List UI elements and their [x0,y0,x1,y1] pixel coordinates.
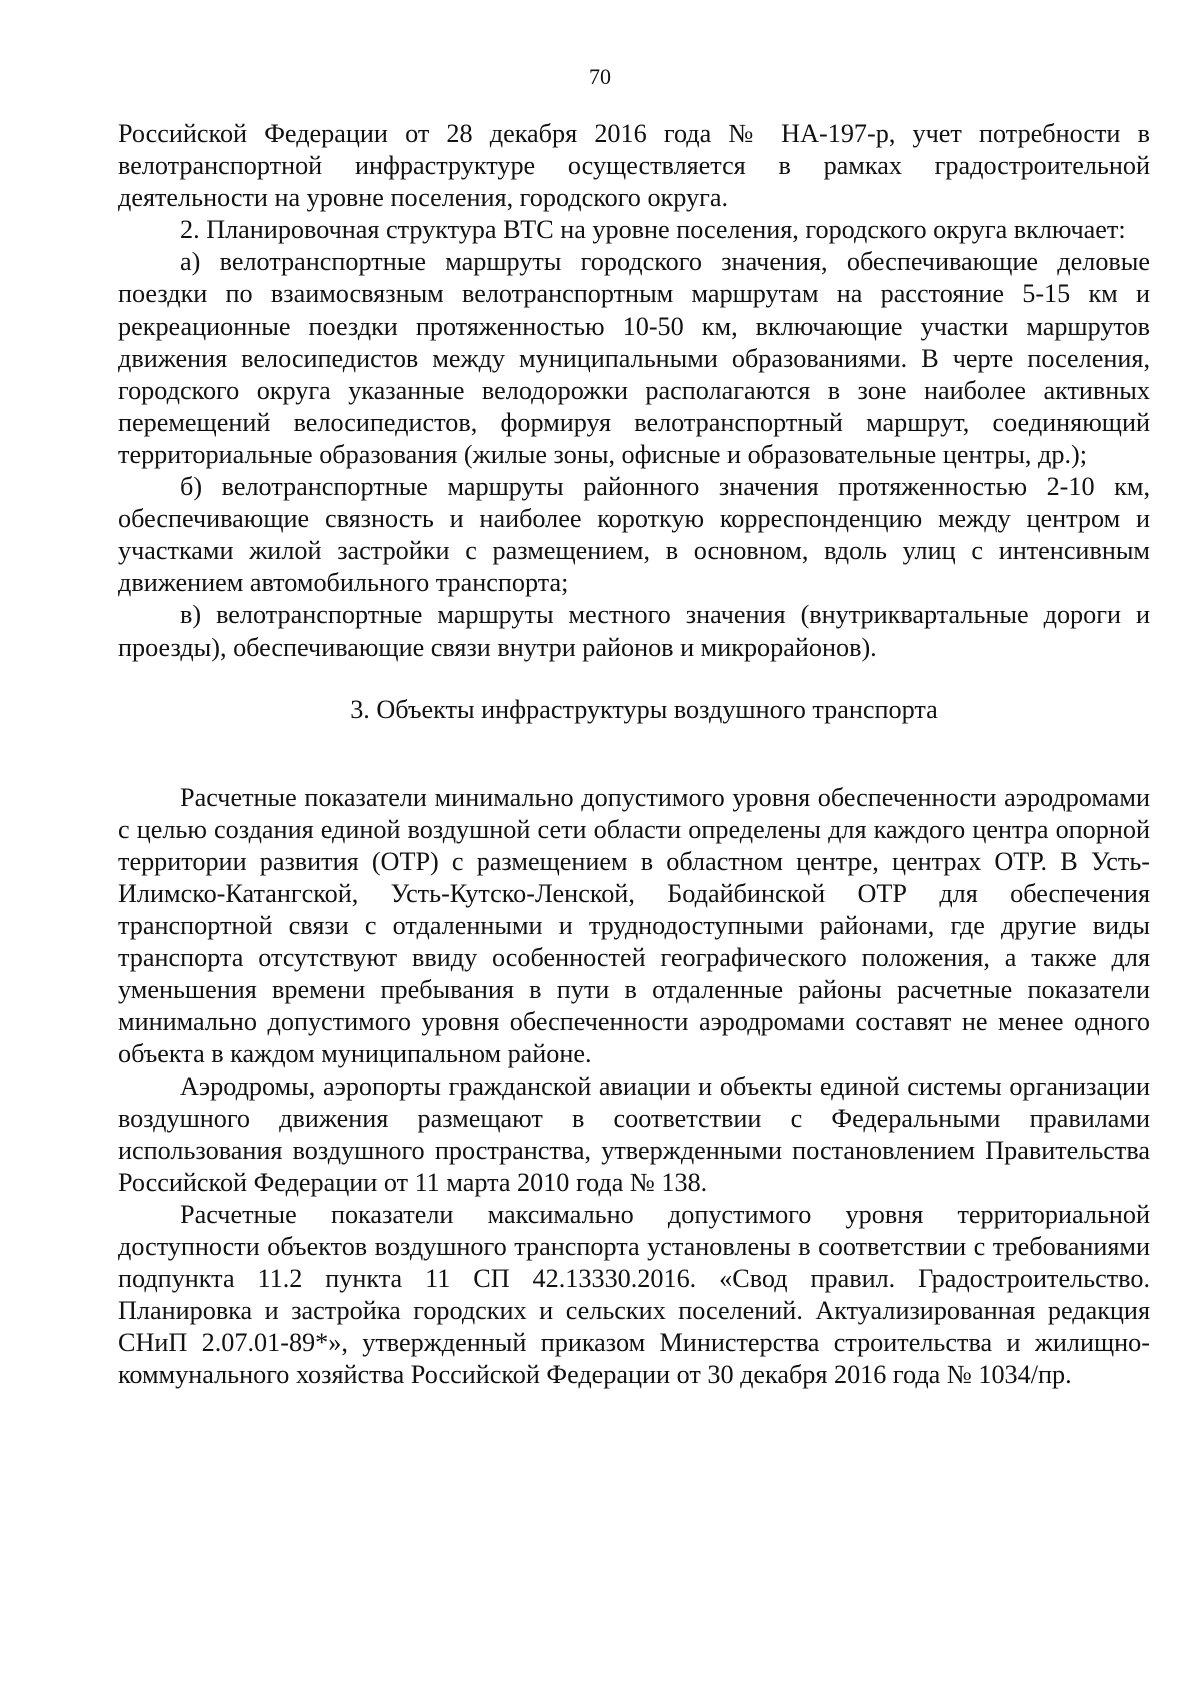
section-paragraph-3: Расчетные показатели максимально допустимого уровня территориальной доступности объектов воздушного транспорта установлены в соответствии с требованиями подпункта 11.2 пункта 11 СП 42.13330.2016. «Свод правил. Градостроительство. Планировка и застройка городских и сельских поселений. Актуализированная редакция СНиП 2.07.01-89*», утвержденный приказом Министерства строительства и жилищно-коммунального хозяйства Российской Федерации от 30 декабря 2016 года № 1034/пр. [118,1199,1150,1390]
paragraph-item-2: 2. Планировочная структура ВТС на уровне поселения, городского округа включает: [180,215,1126,245]
paragraph-item-a: а) велотранспортные маршруты городского значения, обеспечивающие деловые поездки по взаимосвязным велотранспортным маршрутам на расстояние 5-15 км и рекреационные поездки протяженностью 10-50 км, включающие участки маршрутов движения велосипедистов между муниципальными образованиями. В черте поселения, городского округа указанные велодорожки располагаются в зоне наиболее активных перемещений велосипедистов, формируя велотранспортный маршрут, соединяющий территориальные образования (жилые зоны, офисные и образовательные центры, др.); [118,247,1150,469]
page-number: 70 [589,64,611,89]
section-heading: 3. Объекты инфраструктуры воздушного транспорта [350,694,938,724]
paragraph-continuation: Российской Федерации от 28 декабря 2016 года № НА-197-р, учет потребности в велотранспортной инфраструктуре осуществляется в рамках градостроительной деятельности на уровне поселения, городского округа. [118,119,1150,213]
document-body [118,118,1150,1391]
paragraph-item-v: в) велотранспортные маршруты местного значения (внутриквартальные дороги и проезды), обеспечивающие связи внутри районов и микрорайонов). [118,600,1150,662]
paragraph-item-b: б) велотранспортные маршруты районного значения протяженностью 2-10 км, обеспечивающие связность и наиболее короткую корреспонденцию между центром и участками жилой застройки с размещением, в основном, вдоль улиц с интенсивным движением автомобильного транспорта; [118,472,1150,598]
section-paragraph-1: Расчетные показатели минимально допустимого уровня обеспеченности аэродромами с целью создания единой воздушной сети области определены для каждого центра опорной территории развития (ОТР) с размещением в областном центре, центрах ОТР. В Усть-Илимско-Катангской, Усть-Кутско-Ленской, Бодайбинской ОТР для обеспечения транспортной связи с отдаленными и труднодоступными районами, где другие виды транспорта отсутствуют ввиду особенностей географического положения, а также для уменьшения времени пребывания в пути в отдаленные районы расчетные показатели минимально допустимого уровня обеспеченности аэродромами составят не менее одного объекта в каждом муниципальном районе. [118,782,1150,1069]
section-paragraph-2: Аэродромы, аэропорты гражданской авиации и объекты единой системы организации воздушного движения размещают в соответствии с Федеральными правилами использования воздушного пространства, утвержденными постановлением Правительства Российской Федерации от 11 марта 2010 года № 138. [118,1071,1150,1197]
